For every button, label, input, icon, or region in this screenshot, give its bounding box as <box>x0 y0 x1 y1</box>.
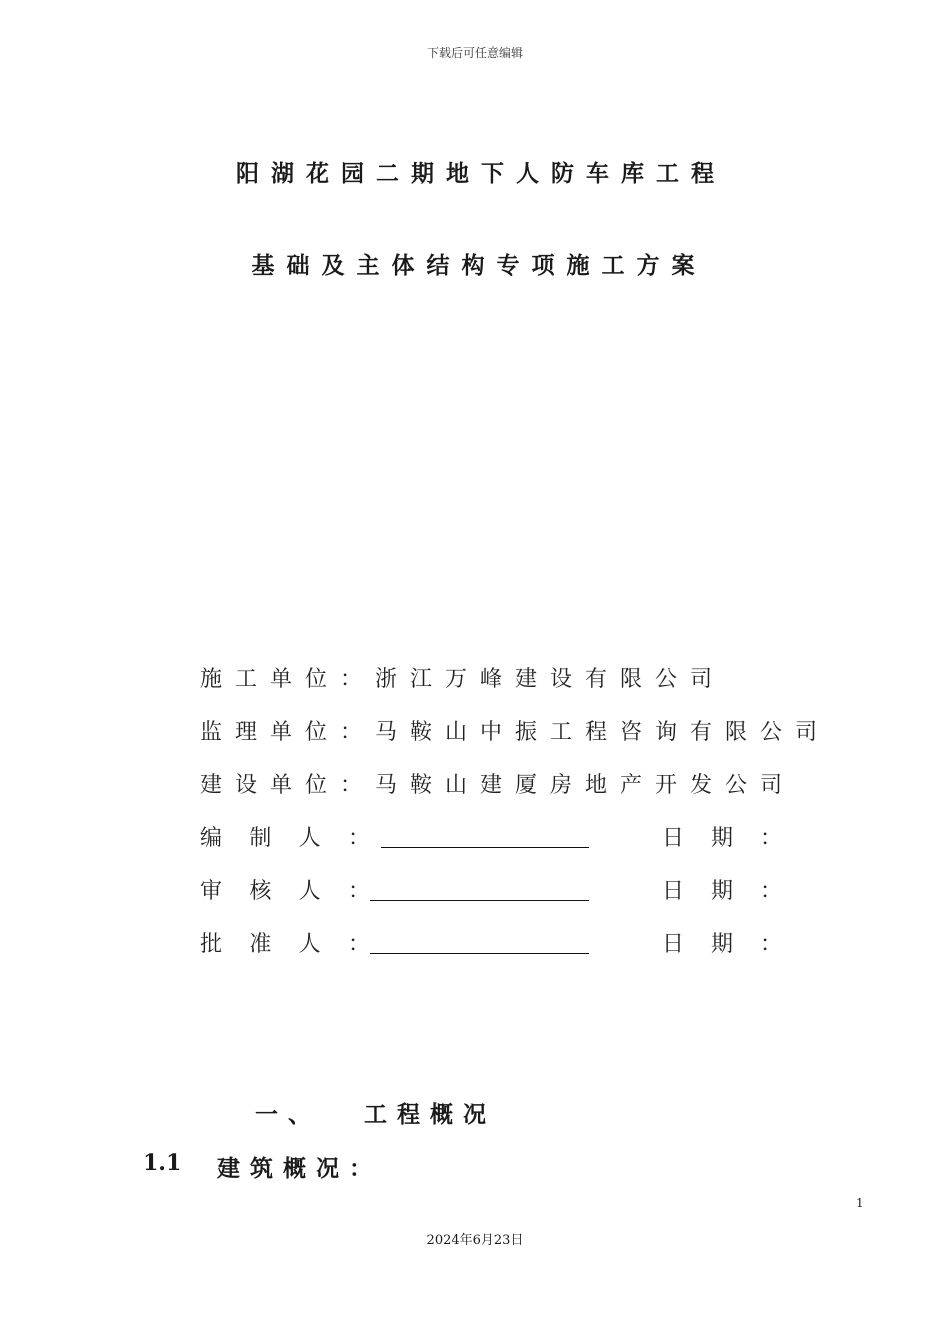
document-title-line-1: 阳湖花园二期地下人防车库工程 <box>236 161 726 187</box>
date-char: ： <box>759 879 782 904</box>
date-label <box>662 874 782 905</box>
label-char: 制 <box>249 826 272 851</box>
date-char: 期 <box>710 879 733 904</box>
signature-label <box>200 821 370 852</box>
section-1-1-number: 1.1 <box>143 1150 182 1176</box>
label-char: 准 <box>249 932 272 957</box>
label-char: 审 <box>200 879 223 904</box>
label-char: 批 <box>200 932 223 957</box>
signature-blank-line[interactable] <box>370 953 589 954</box>
label-char: 编 <box>200 826 223 851</box>
label-char: ： <box>347 879 370 904</box>
supervision-unit: 监理单位：马鞍山中振工程咨询有限公司 <box>200 720 831 745</box>
document-title-line-2: 基础及主体结构专项施工方案 <box>251 253 707 279</box>
signature-blank-line[interactable] <box>381 847 589 848</box>
date-char: ： <box>759 826 782 851</box>
label-char: ： <box>347 932 370 957</box>
date-label <box>662 927 782 958</box>
label-char: 人 <box>298 932 321 957</box>
owner-unit: 建设单位：马鞍山建厦房地产开发公司 <box>200 773 796 798</box>
section-1-title: 工程概况 <box>364 1102 496 1128</box>
date-char: ： <box>759 932 782 957</box>
date-char: 日 <box>662 932 685 957</box>
label-char: ： <box>347 826 370 851</box>
label-char: 核 <box>249 879 272 904</box>
section-1-number: 一、 <box>255 1102 321 1128</box>
construction-unit: 施工单位：浙江万峰建设有限公司 <box>200 667 726 692</box>
date-label <box>662 821 782 852</box>
footer-date: 2024年6月23日 <box>426 1233 524 1248</box>
date-char: 日 <box>662 826 685 851</box>
date-char: 期 <box>710 826 733 851</box>
date-char: 日 <box>662 879 685 904</box>
signature-label <box>200 874 370 905</box>
signature-label <box>200 927 370 958</box>
label-char: 人 <box>298 879 321 904</box>
date-char: 期 <box>710 932 733 957</box>
section-1-1-title: 建筑概况： <box>217 1156 382 1182</box>
header-note: 下载后可任意编辑 <box>426 46 523 60</box>
page-number: 1 <box>856 1196 864 1210</box>
label-char: 人 <box>298 826 321 851</box>
signature-blank-line[interactable] <box>370 900 589 901</box>
